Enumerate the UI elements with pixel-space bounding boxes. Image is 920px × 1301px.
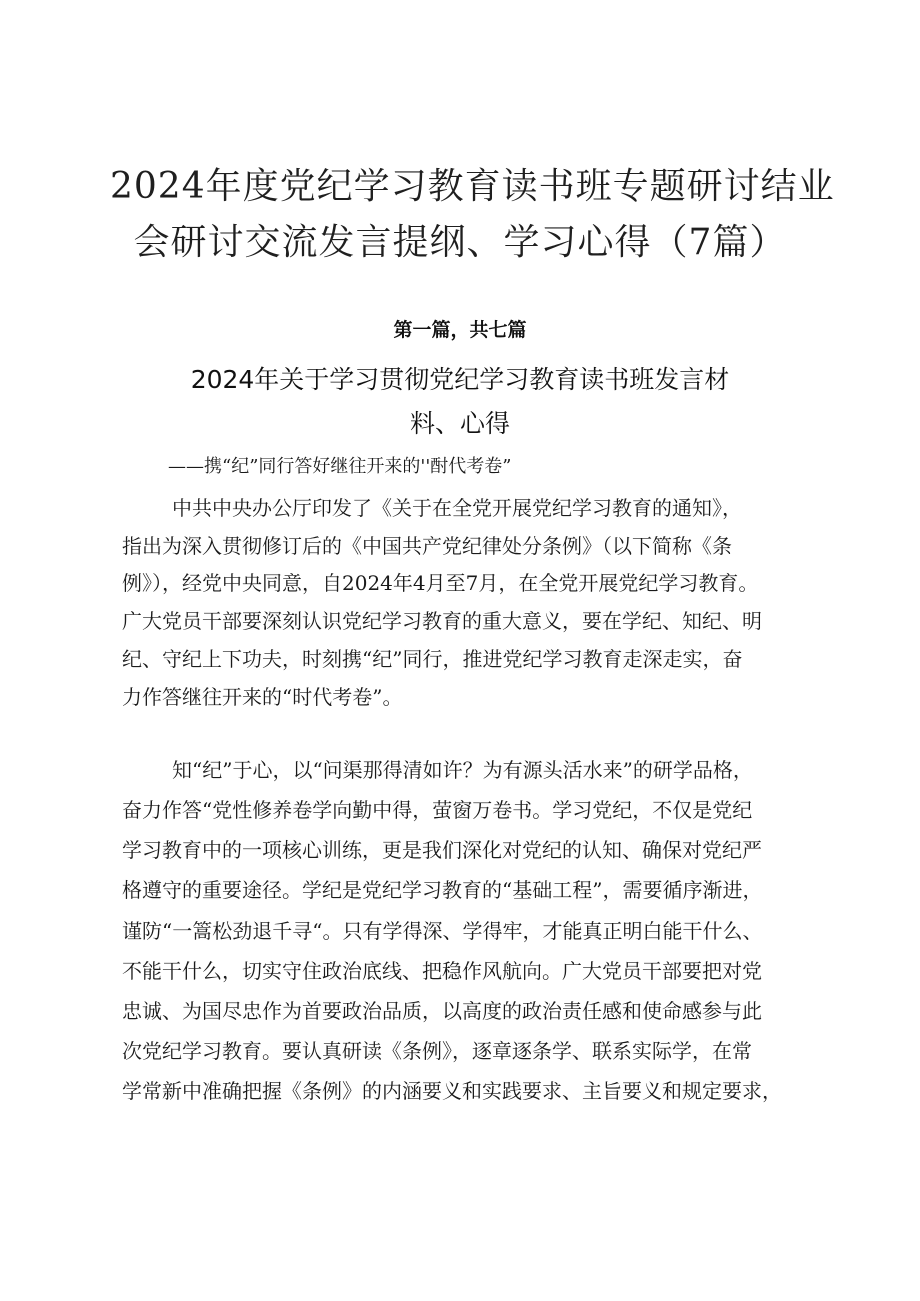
paragraph-line: 不能干什么，切实守住政治底线、把稳作风航向。广大党员干部要把对党	[122, 959, 762, 983]
paragraph-line: 格遵守的重要途径。学纪是党纪学习教育的“基础工程”，需要循序渐进，	[122, 878, 763, 902]
section-title-line-2: 料、心得	[409, 409, 510, 438]
paragraph-line: 力作答继往开来的“时代考卷”。	[122, 685, 403, 709]
part-label: 第一篇，共七篇	[393, 319, 527, 341]
section-tagline: ——携“纪”同行答好继往开来的''酎代考卷”	[168, 456, 512, 477]
paragraph-line: 谨防“一篙松劲退千寻“。只有学得深、学得牢，才能真正明白能干什么、	[122, 919, 763, 943]
document-title-line-1: 2024年度党纪学习教育读书班专题研讨结业	[110, 166, 835, 207]
paragraph-line: 广大党员干部要深刻认识党纪学习教育的重大意义，要在学纪、知纪、明	[122, 609, 762, 633]
paragraph-line: 中共中央办公厅印发了《关于在全党开展党纪学习教育的通知》，	[172, 496, 742, 520]
paragraph-line: 学习教育中的一项核心训练，更是我们深化对党纪的认知、确保对党纪严	[122, 838, 762, 862]
paragraph-line: 忠诚、为国尽忠作为首要政治品质，以高度的政治责任感和使命感参与此	[122, 999, 762, 1023]
paragraph-line: 奋力作答“党性修养卷学向勤中得，萤窗万卷书。学习党纪，不仅是党纪	[122, 798, 753, 822]
paragraph-line: 纪、守纪上下功夫，时刻携“纪”同行，推进党纪学习教育走深走实，奋	[122, 647, 743, 671]
paragraph-line: 指出为深入贯彻修订后的《中国共产党纪律处分条例》（以下简称《条	[122, 534, 732, 558]
section-title-line-1: 2024年关于学习贯彻党纪学习教育读书班发言材	[190, 365, 730, 394]
paragraph-line: 知“纪”于心，以“问渠那得清如许？为有源头活水来”的研学品格，	[172, 758, 753, 782]
paragraph-line: 次党纪学习教育。要认真研读《条例》，逐章逐条学、联系实际学，在常	[122, 1039, 752, 1063]
document-title-line-2: 会研讨交流发言提纲、学习心得（7篇）	[133, 222, 787, 263]
paragraph-line: 学常新中准确把握《条例》的内涵要义和实践要求、主旨要义和规定要求，	[122, 1079, 782, 1103]
paragraph-line: 例》），经党中央同意，自2024年4月至7月，在全党开展党纪学习教育。	[122, 571, 759, 595]
